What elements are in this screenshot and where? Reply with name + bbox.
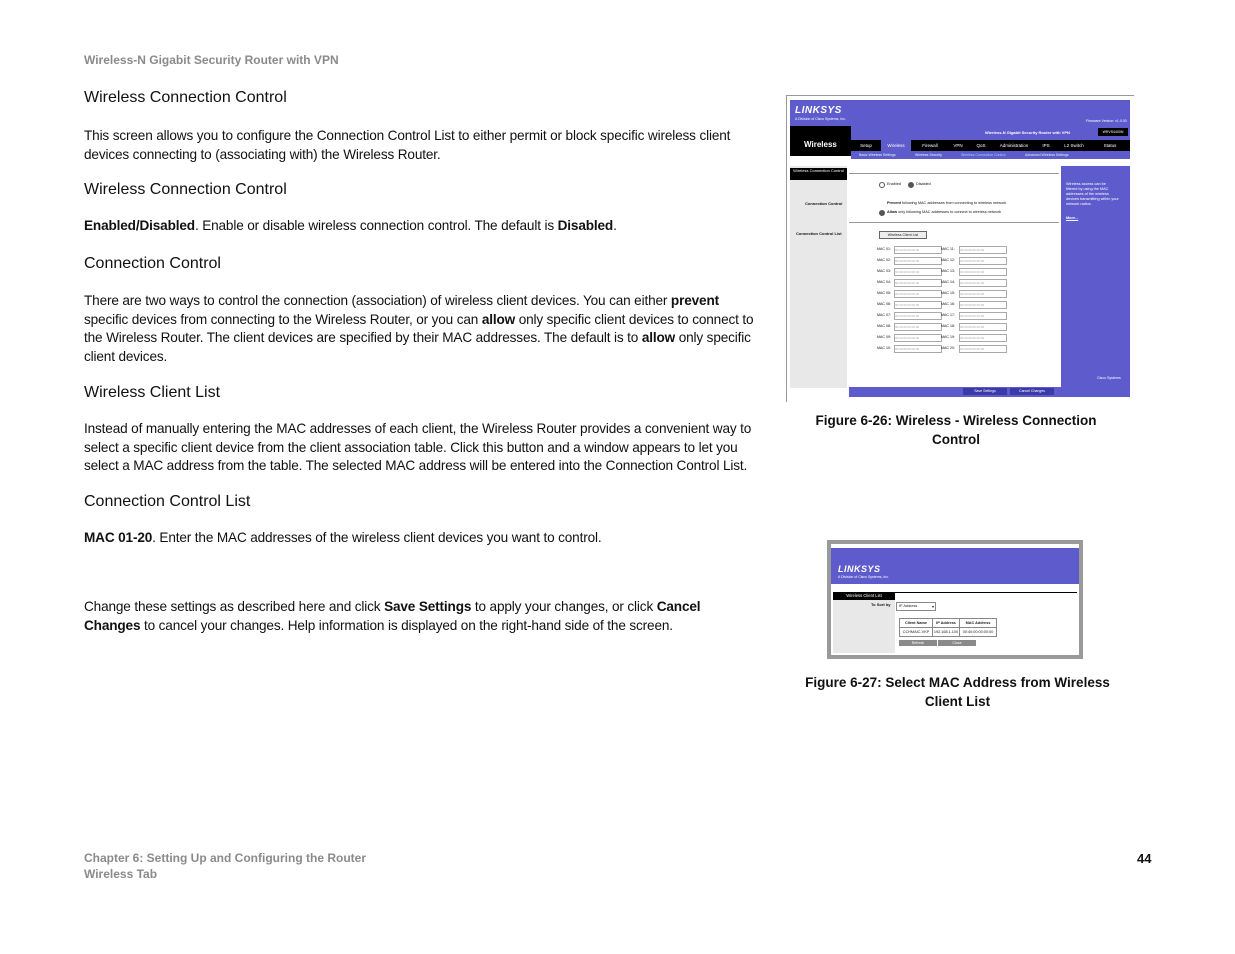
mac-left-10-input[interactable]: 00:00:00:00:00:00	[894, 345, 942, 353]
section-label	[790, 126, 851, 156]
intro-paragraph: This screen allows you to configure the Connection Control List to either permit or block specific wireless client devices connecting to (associating with) the Wireless Router.	[84, 128, 731, 162]
section-title-connection-control-list: Connection Control List	[84, 493, 251, 510]
text: .	[613, 218, 617, 233]
mac-left-9-label: MAC 09:	[877, 335, 891, 339]
section-title-connection-control: Connection Control	[84, 255, 221, 272]
mac-left-8-label: MAC 08:	[877, 324, 891, 328]
cancel-changes-button[interactable]: Cancel Changes	[1010, 388, 1054, 395]
cell-mac-address[interactable]: 00:40:00:00:00:00	[959, 627, 997, 637]
mac-left-4-label: MAC 04:	[877, 280, 891, 284]
mac-right-16-label: MAC 16:	[941, 302, 955, 306]
tab-l2-switch[interactable]: L2 Switch	[1064, 143, 1084, 148]
footer-section: Wireless Tab	[84, 867, 158, 881]
mac-left-1-input[interactable]: 00:00:00:00:00:00	[894, 246, 942, 254]
tab-status[interactable]: Status	[1103, 143, 1117, 148]
tab-vpn[interactable]: VPN	[953, 143, 963, 148]
allow-text: only following MAC addresses to connect to wireless network	[897, 210, 1001, 214]
mac-right-11-label: MAC 11:	[941, 247, 955, 251]
firmware-version: Firmware Version: v1.0.00	[1086, 119, 1127, 123]
enabled-disabled-paragraph	[84, 217, 760, 236]
mac-left-4-input[interactable]: 00:00:00:00:00:00	[894, 279, 942, 287]
text: only specific client devices.	[84, 330, 751, 364]
term-enabled: Enabled	[84, 218, 136, 233]
help-more-link[interactable]: More...	[1066, 216, 1079, 220]
term-allow: allow	[481, 311, 516, 327]
text: to apply your changes, or click	[471, 599, 657, 614]
mac-left-10-label: MAC 10:	[877, 346, 891, 350]
mac-left-3-input[interactable]: 00:00:00:00:00:00	[894, 268, 942, 276]
logo-subtitle: A Division of Cisco Systems, Inc.	[838, 575, 889, 579]
sub-tabs	[851, 151, 1130, 159]
mac-right-20-label: MAC 20:	[941, 346, 955, 350]
tab-setup[interactable]: Setup	[860, 143, 872, 148]
mac-left-5-input[interactable]: 00:00:00:00:00:00	[894, 290, 942, 298]
text: Change these settings as described here and click	[84, 599, 385, 614]
product-name: Wireless-N Gigabit Security Router with VPN	[985, 130, 1070, 135]
header-mac-address: MAC Address	[959, 618, 997, 628]
enabled-radio[interactable]	[879, 182, 885, 188]
header-ip-address: IP Address	[932, 618, 960, 628]
text: There are two ways to control the connection (association) of wireless client devices. You can either	[84, 293, 671, 308]
term-slash: /	[135, 218, 140, 233]
help-line: network radius.	[1066, 202, 1092, 206]
text: only specific client devices to connect to the Wireless Router. The client devices are specified by their MAC addresses. The default is to	[84, 311, 754, 345]
section-title-wireless-client-list: Wireless Client List	[84, 384, 221, 401]
close-button[interactable]: Close	[938, 640, 976, 646]
tab-firewall[interactable]: Firewall	[922, 143, 938, 148]
term-mac-range: MAC 01-20	[84, 530, 153, 545]
text: . Enter the MAC addresses of the wireless client devices you want to control.	[152, 530, 602, 545]
refresh-button[interactable]: Refresh	[899, 640, 937, 646]
mac-right-13-input[interactable]: 00:00:00:00:00:00	[959, 268, 1007, 276]
help-line: filtered by using the MAC	[1066, 187, 1109, 191]
mac-right-19-label: MAC 19:	[941, 335, 955, 339]
divider	[849, 173, 1059, 174]
subtab-wireless-security[interactable]: Wireless Security	[915, 153, 943, 157]
mac-right-12-label: MAC 12:	[941, 258, 955, 262]
disabled-radio[interactable]	[908, 182, 914, 188]
cisco-logo: Cisco Systems	[1097, 376, 1121, 380]
cell-ip-address[interactable]: 192.168.1.100	[932, 627, 960, 637]
wireless-client-list-button[interactable]: Wireless Client List	[879, 231, 927, 239]
left-title: Wireless Client List	[833, 592, 895, 600]
mac-right-13-label: MAC 13:	[941, 269, 955, 273]
running-header: Wireless-N Gigabit Security Router with VPN	[84, 53, 339, 67]
section-name: Wireless	[804, 140, 837, 149]
text: specific devices from connecting to the Wireless Router, or you can	[84, 311, 482, 327]
default-disabled: Disabled	[557, 218, 614, 233]
header-client-name: Client Name	[899, 618, 933, 628]
mac-right-14-label: MAC 14:	[941, 280, 955, 284]
product-bar	[851, 126, 1130, 140]
mac-right-17-input[interactable]: 00:00:00:00:00:00	[959, 312, 1007, 320]
mac-right-20-input[interactable]: 00:00:00:00:00:00	[959, 345, 1007, 353]
mac-left-9-input[interactable]: 00:00:00:00:00:00	[894, 334, 942, 342]
figure-wireless-connection-control-screenshot	[786, 95, 1134, 402]
save-cancel-paragraph	[84, 598, 724, 635]
prevent-option	[887, 201, 1006, 205]
mac-left-1-label: MAC 01:	[877, 247, 891, 251]
caption-line: Client List	[924, 694, 991, 709]
enabled-label: Enabled	[887, 182, 901, 186]
tab-qos[interactable]: QoS	[976, 143, 986, 148]
divider	[895, 592, 1077, 593]
allow-term: Allow	[887, 210, 898, 214]
help-line: addresses of the wireless	[1066, 192, 1109, 196]
mac-right-19-input[interactable]: 00:00:00:00:00:00	[959, 334, 1007, 342]
linksys-logo: LINKSYS	[838, 564, 881, 574]
disabled-label: Disabled	[916, 182, 931, 186]
caption-line: Control	[932, 432, 980, 447]
divider	[849, 222, 1059, 223]
sort-value: IP Address	[899, 604, 918, 608]
prevent-term: Prevent	[887, 201, 901, 205]
mac-left-5-label: MAC 05:	[877, 291, 891, 295]
chevron-down-icon: ▾	[931, 604, 934, 609]
model-name: WRVS4400N	[1098, 128, 1128, 136]
tab-ips[interactable]: IPS	[1042, 143, 1050, 148]
prevent-text: following MAC addresses from connecting to wireless network	[900, 201, 1007, 205]
mac-list-paragraph	[84, 529, 760, 548]
subtab-basic-wireless-settings[interactable]: Basic Wireless Settings	[859, 153, 896, 157]
cell-client-name[interactable]: CCHMAIC-VKP	[899, 627, 933, 637]
mac-left-7-label: MAC 07:	[877, 313, 891, 317]
figure-select-mac-address-screenshot	[827, 540, 1083, 659]
tab-wireless[interactable]: Wireless	[881, 140, 911, 151]
connection-control-paragraph	[84, 292, 760, 366]
term-allow-default: allow	[641, 330, 676, 345]
figure-27-caption	[790, 673, 1125, 711]
mac-left-2-input[interactable]: 00:00:00:00:00:00	[894, 257, 942, 265]
mac-right-15-input[interactable]: 00:00:00:00:00:00	[959, 290, 1007, 298]
subtab-wireless-connection-control[interactable]: Wireless Connection Control	[961, 153, 1006, 157]
mac-right-18-input[interactable]: 00:00:00:00:00:00	[959, 323, 1007, 331]
text: to cancel your changes. Help information is displayed on the right-hand side of the screen.	[140, 617, 673, 633]
subsection-title-wireless-connection-control: Wireless Connection Control	[84, 181, 287, 198]
footer-chapter: Chapter 6: Setting Up and Configuring the Router	[84, 851, 366, 865]
term-disabled: Disabled	[139, 218, 195, 233]
figure-26-caption	[786, 411, 1126, 449]
left-column	[790, 166, 847, 388]
mac-left-2-label: MAC 02:	[877, 258, 891, 262]
mac-left-6-label: MAC 06:	[877, 302, 891, 306]
mac-right-11-input[interactable]: 00:00:00:00:00:00	[959, 246, 1007, 254]
logo-subtitle: A Division of Cisco Systems, Inc.	[795, 117, 846, 121]
mac-left-3-label: MAC 03:	[877, 269, 891, 273]
term-cancel-changes: Cancel Changes	[84, 599, 701, 633]
allow-radio[interactable]	[879, 210, 885, 216]
text: . Enable or disable wireless connection control. The default is	[194, 218, 558, 233]
label-connection-control-list: Connection Control List	[796, 231, 842, 236]
mac-right-12-input[interactable]: 00:00:00:00:00:00	[959, 257, 1007, 265]
wireless-client-list-paragraph: Instead of manually entering the MAC addresses of each client, the Wireless Router provides a convenient way to select a specific client device from the client association table. Click this button and a window appears to let you select a MAC address from the table. The selected MAC address will be entered into the Connection Control List.	[84, 421, 752, 473]
left-title: Wireless Connection Control	[790, 168, 847, 180]
mac-right-14-input[interactable]: 00:00:00:00:00:00	[959, 279, 1007, 287]
header-bar	[831, 548, 1079, 584]
page-number: 44	[1137, 851, 1152, 866]
term-save-settings: Save Settings	[384, 599, 472, 614]
section-title-wireless-connection-control: Wireless Connection Control	[84, 89, 287, 106]
main-tabs	[851, 140, 1130, 151]
mac-right-16-input[interactable]: 00:00:00:00:00:00	[959, 301, 1007, 309]
mac-right-18-label: MAC 18:	[941, 324, 955, 328]
help-line: Wireless access can be	[1066, 182, 1106, 186]
left-column	[833, 600, 895, 653]
window-content	[831, 544, 1079, 655]
term-prevent: prevent	[670, 293, 719, 308]
subtab-advanced-wireless-settings[interactable]: Advanced Wireless Settings	[1025, 153, 1069, 157]
mac-left-8-input[interactable]: 00:00:00:00:00:00	[894, 323, 942, 331]
help-line: devices transmitting within your	[1066, 197, 1119, 201]
caption-line: Figure 6-27: Select MAC Address from Wireless	[805, 675, 1110, 690]
mac-left-6-input[interactable]: 00:00:00:00:00:00	[894, 301, 942, 309]
mac-right-15-label: MAC 15:	[941, 291, 955, 295]
header-bar	[790, 100, 1130, 126]
tab-administration[interactable]: Administration	[999, 143, 1029, 148]
allow-option	[887, 210, 1001, 214]
sort-label: To Sort by	[871, 602, 891, 607]
sort-select[interactable]	[896, 602, 936, 611]
caption-line: Figure 6-26: Wireless - Wireless Connection	[815, 413, 1097, 428]
linksys-logo: LINKSYS	[795, 105, 842, 116]
save-settings-button[interactable]: Save Settings	[963, 388, 1007, 395]
label-connection-control: Connection Control	[805, 201, 843, 206]
mac-right-17-label: MAC 17:	[941, 313, 955, 317]
mac-left-7-input[interactable]: 00:00:00:00:00:00	[894, 312, 942, 320]
